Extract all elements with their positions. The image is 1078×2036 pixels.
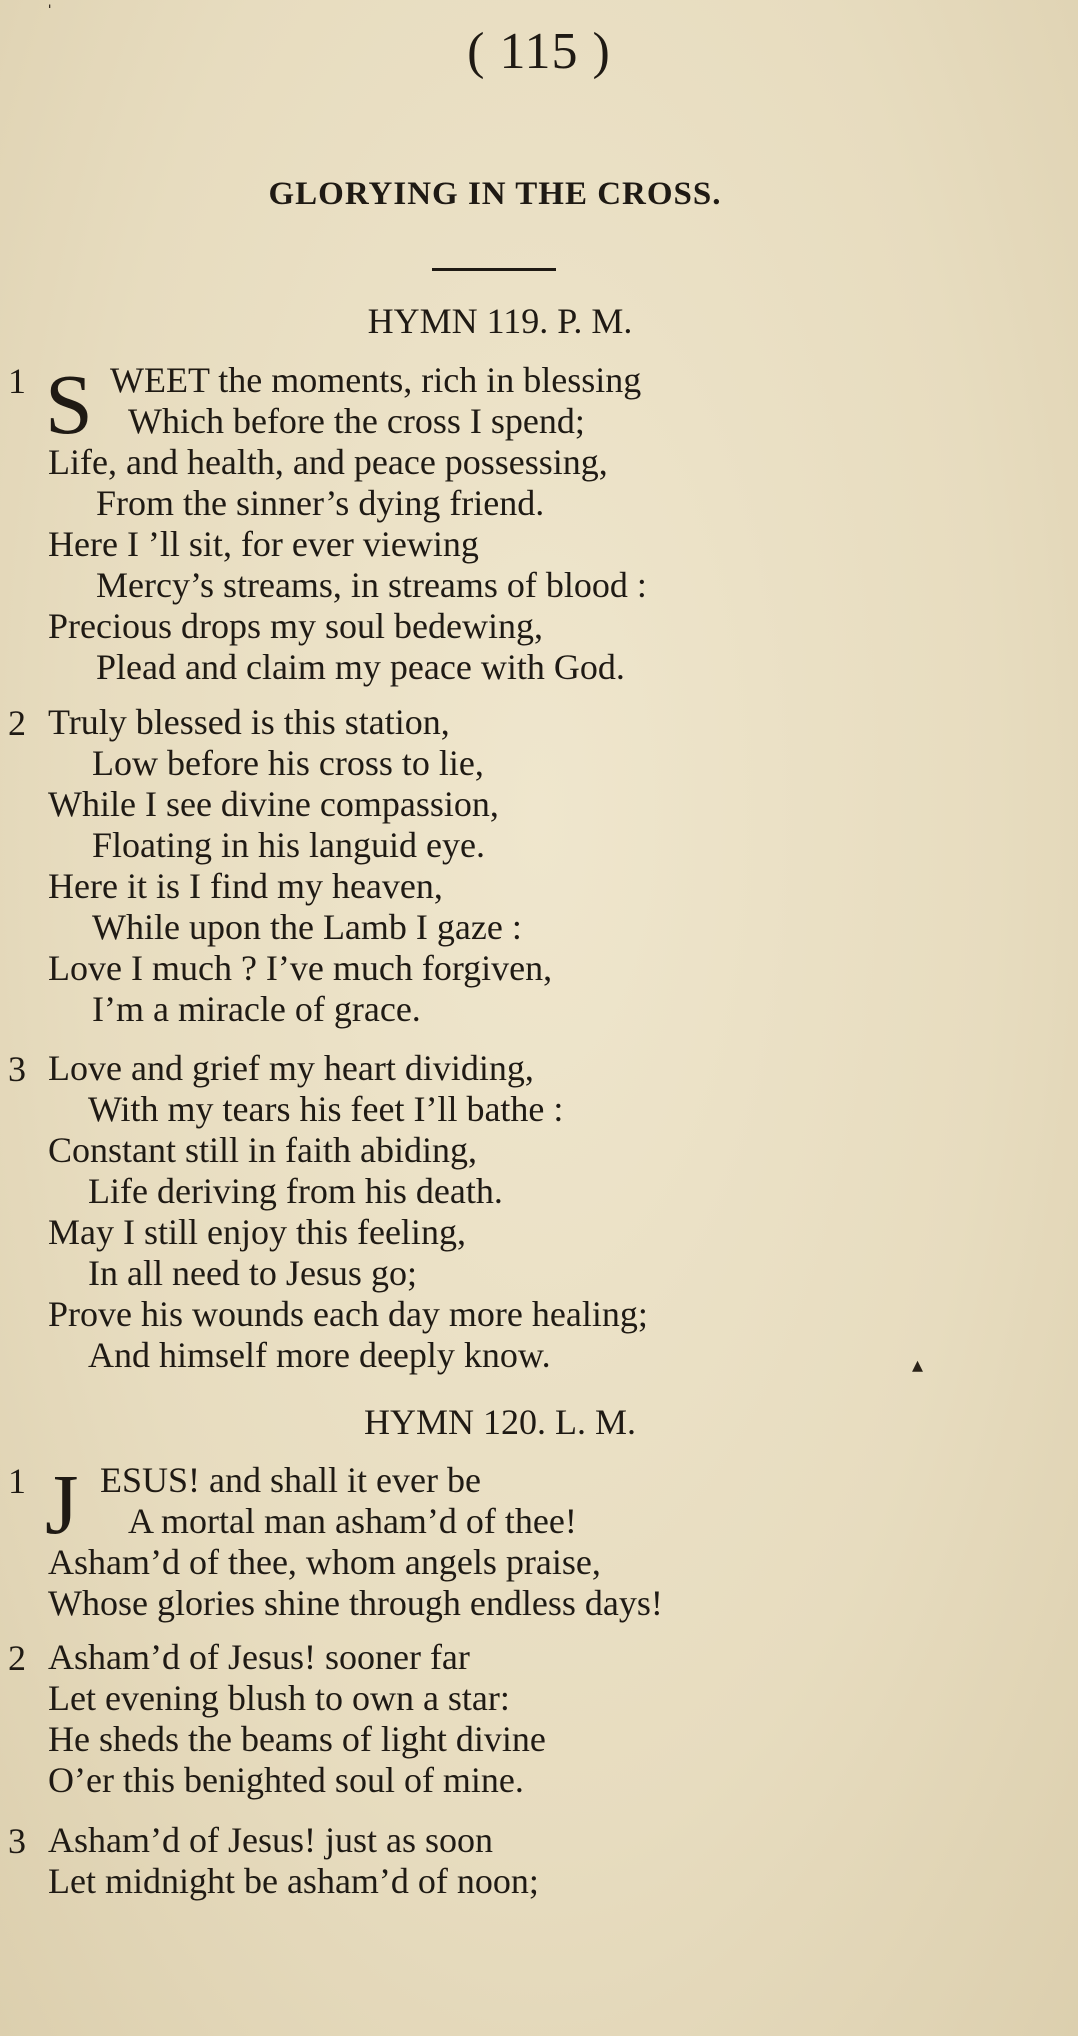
verse-line: Here I ’ll sit, for ever viewing <box>48 524 479 564</box>
verse-line: Life, and health, and peace possessing, <box>48 442 608 482</box>
page-number: ( 115 ) <box>467 23 611 80</box>
verse-line: May I still enjoy this feeling, <box>48 1212 466 1252</box>
verse-line: Prove his wounds each day more healing; <box>48 1294 648 1334</box>
verse-line: WEET the moments, rich in blessing <box>110 360 642 400</box>
verse-line: From the sinner’s dying friend. <box>96 483 545 523</box>
drop-cap: J <box>45 1456 79 1552</box>
stanza-number: 1 <box>8 361 26 401</box>
verse-line: And himself more deeply know. <box>88 1335 551 1375</box>
verse-line: Here it is I find my heaven, <box>48 866 443 906</box>
verse-line: ESUS! and shall it ever be <box>100 1460 481 1500</box>
verse-line: A mortal man asham’d of thee! <box>128 1501 577 1541</box>
stanza-number: 2 <box>8 1638 26 1678</box>
verse-line: Let evening blush to own a star: <box>48 1678 510 1718</box>
verse-line: Mercy’s streams, in streams of blood : <box>96 565 647 605</box>
verse-line: Love I much ? I’ve much forgiven, <box>48 948 553 988</box>
verse-line: With my tears his feet I’ll bathe : <box>88 1089 564 1129</box>
stanza-number: 1 <box>8 1461 26 1501</box>
verse-line: Whose glories shine through endless days! <box>48 1583 663 1623</box>
divider-rule <box>432 268 556 271</box>
verse-line: Precious drops my soul bedewing, <box>48 606 543 646</box>
verse-line: While upon the Lamb I gaze : <box>92 907 522 947</box>
section-title: GLORYING IN THE CROSS. <box>268 176 722 212</box>
verse-line: Love and grief my heart dividing, <box>48 1048 534 1088</box>
verse-line: Life deriving from his death. <box>88 1171 503 1211</box>
verse-line: Asham’d of Jesus! just as soon <box>48 1820 493 1860</box>
verse-line: Constant still in faith abiding, <box>48 1130 477 1170</box>
verse-line: Asham’d of thee, whom angels praise, <box>48 1542 601 1582</box>
verse-line: O’er this benighted soul of mine. <box>48 1760 524 1800</box>
ink-speck-mark: ▴ <box>912 1352 924 1377</box>
stanza-number: 2 <box>8 703 26 743</box>
verse-line: I’m a miracle of grace. <box>92 989 421 1029</box>
stanza-number: 3 <box>8 1049 26 1089</box>
verse-line: While I see divine compassion, <box>48 784 499 824</box>
stanza-number: 3 <box>8 1821 26 1861</box>
verse-line: Plead and claim my peace with God. <box>96 647 625 687</box>
ink-speck-mark: ˈ <box>46 0 54 25</box>
verse-line: Asham’d of Jesus! sooner far <box>48 1637 470 1677</box>
verse-line: In all need to Jesus go; <box>88 1253 417 1293</box>
verse-line: Which before the cross I spend; <box>128 401 585 441</box>
verse-line: He sheds the beams of light divine <box>48 1719 546 1759</box>
verse-line: Floating in his languid eye. <box>92 825 485 865</box>
drop-cap: S <box>45 356 93 452</box>
verse-line: Truly blessed is this station, <box>48 702 450 742</box>
verse-line: Low before his cross to lie, <box>92 743 484 783</box>
hymn-119-title: HYMN 119. P. M. <box>367 301 633 341</box>
verse-line: Let midnight be asham’d of noon; <box>48 1861 539 1901</box>
hymn-120-title: HYMN 120. L. M. <box>363 1402 636 1442</box>
